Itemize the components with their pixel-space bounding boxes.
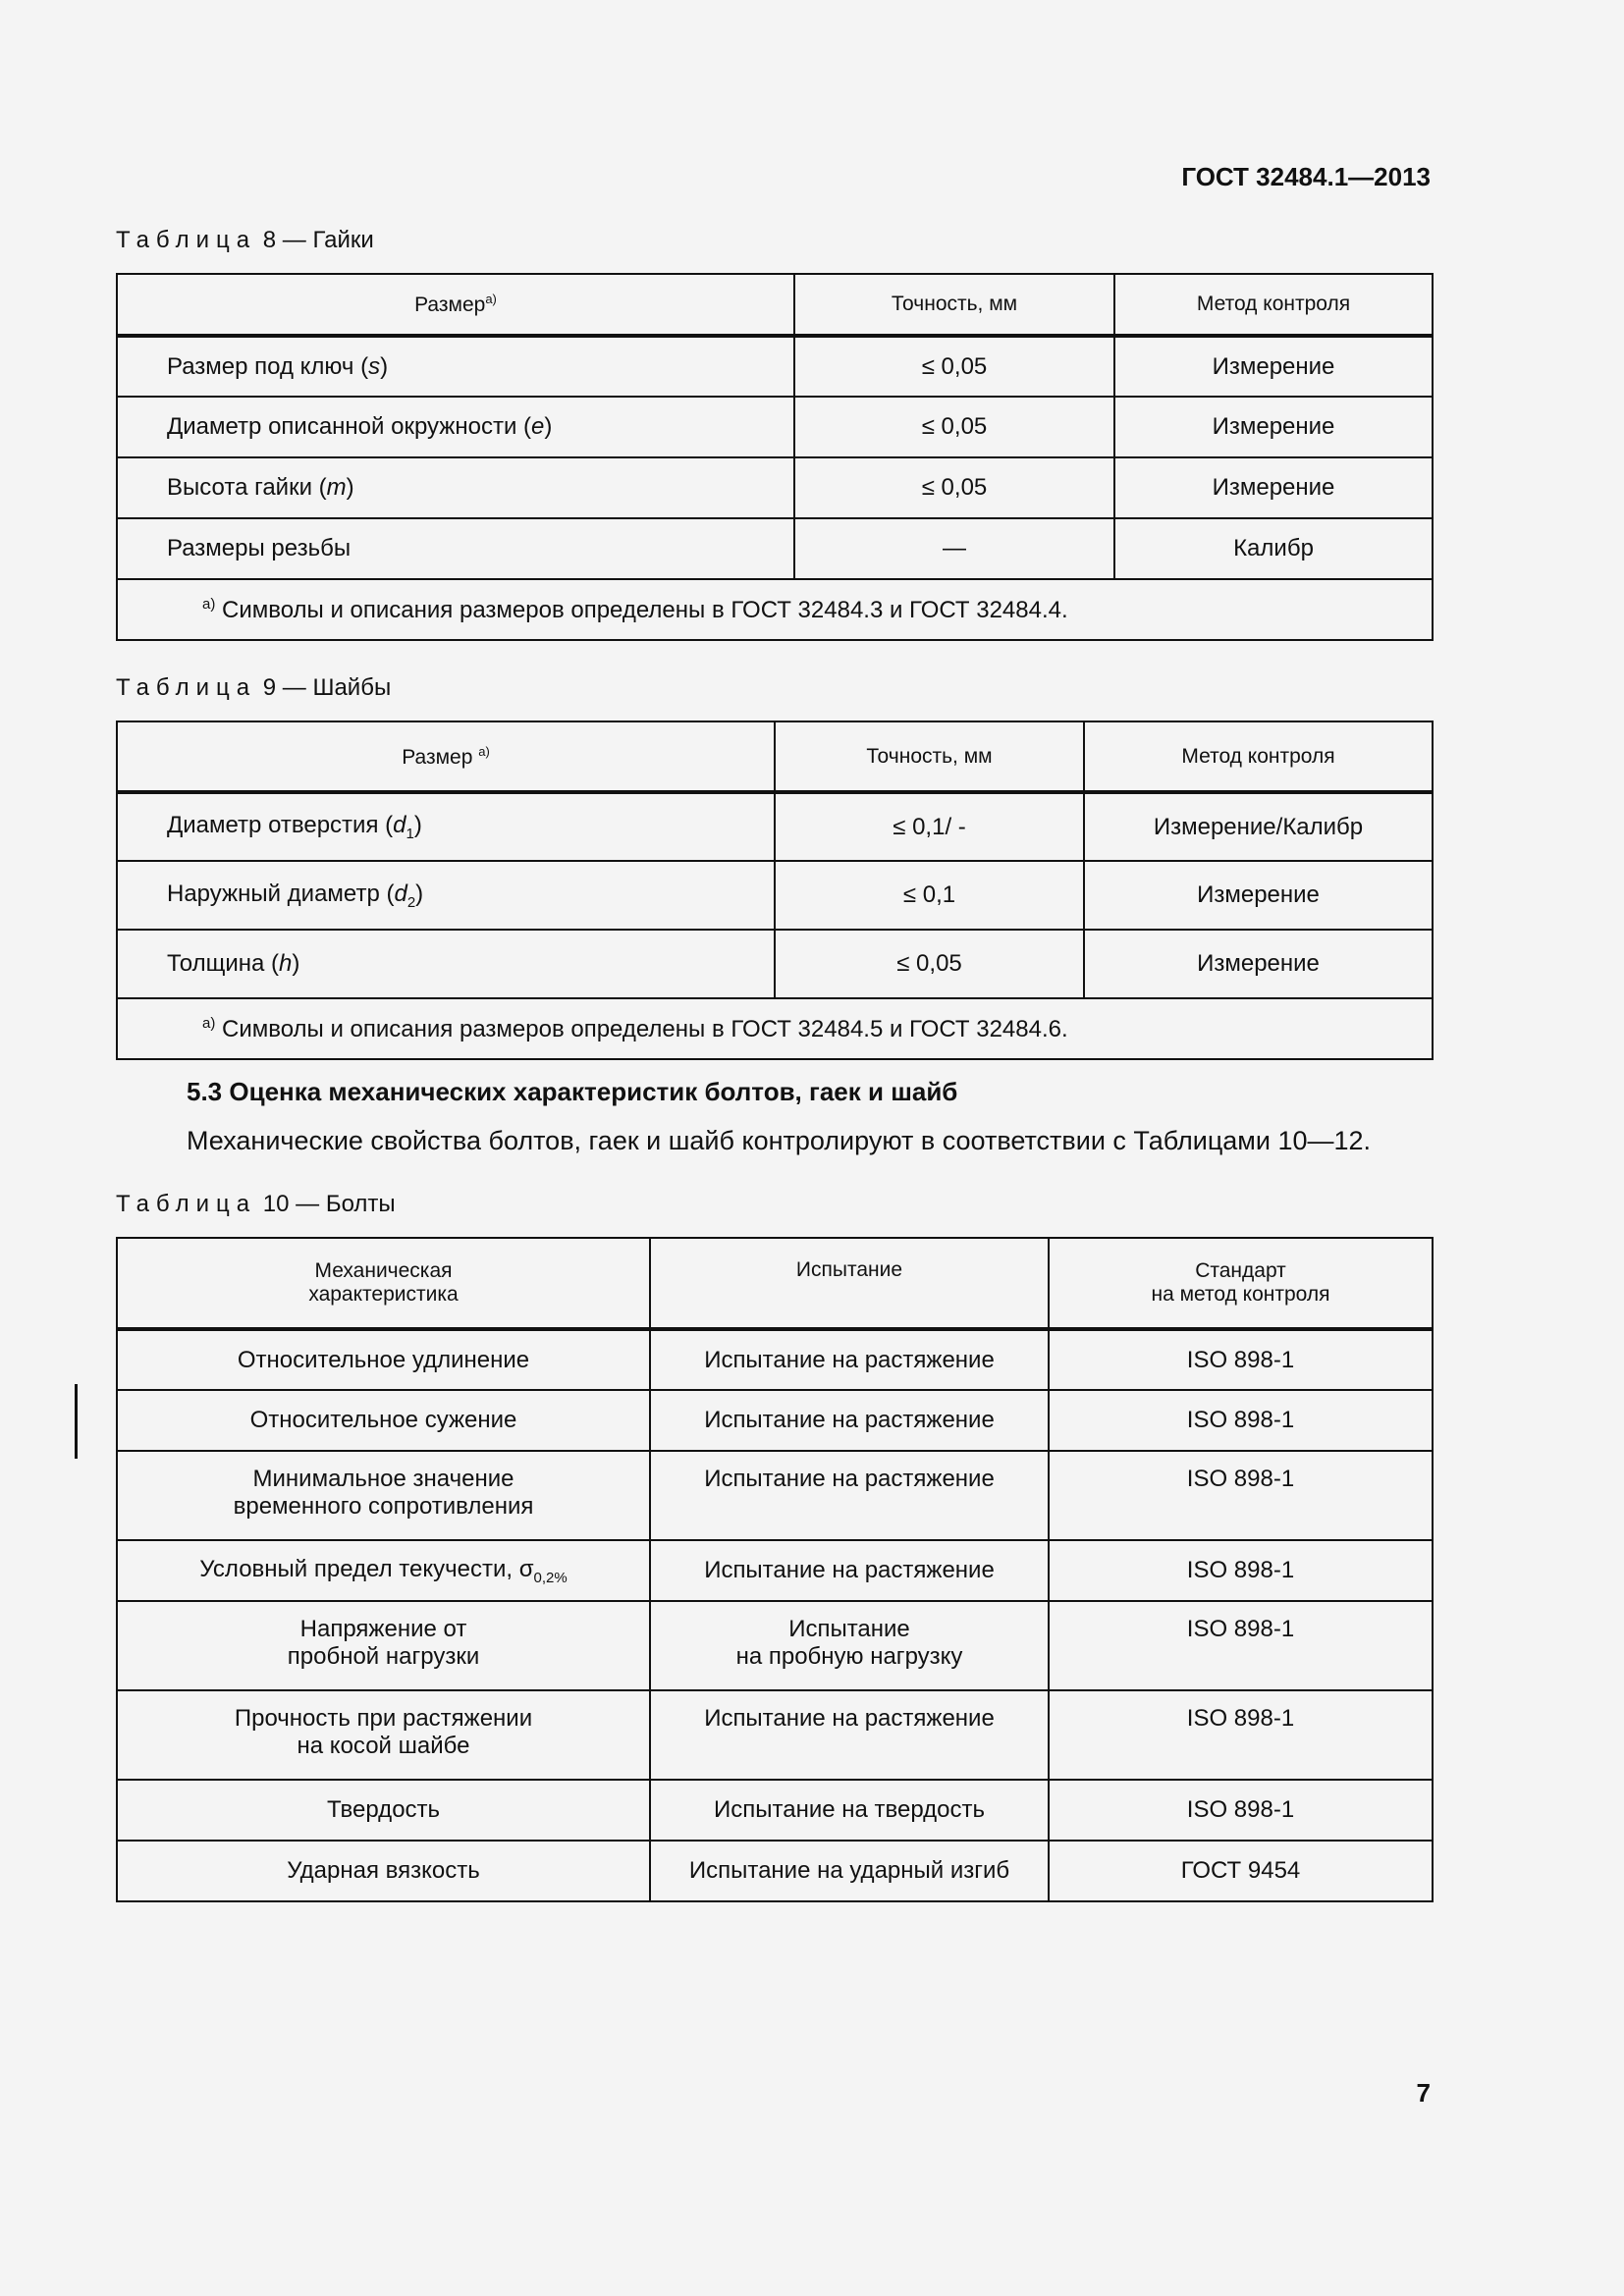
table-row: Прочность при растяжении на косой шайбе Испытание на растяжение ISO 898-1 bbox=[117, 1690, 1433, 1780]
caption-rest: 8 — Гайки bbox=[262, 227, 374, 253]
table-header: Размер$^{а)}$ bbox=[117, 274, 794, 336]
table-row: Высота гайки (m) ≤ 0,05 Измерение bbox=[117, 457, 1433, 518]
table-header: Точность, мм bbox=[794, 274, 1114, 336]
table-header: Метод контроля bbox=[1084, 721, 1433, 792]
section-text: Механические свойства болтов, гаек и шайб контролируют в соответствии с Таблицами 10—12. bbox=[187, 1126, 1372, 1155]
table-header: Размер $^{а)}$ bbox=[117, 721, 775, 792]
table-header: Стандарт на метод контроля bbox=[1049, 1238, 1433, 1329]
table-row: Наружный диаметр $(d_2)$ ≤ 0,1 Измерение bbox=[117, 861, 1433, 930]
change-bar bbox=[75, 1384, 78, 1459]
table8-caption bbox=[116, 227, 374, 254]
table-row: Толщина (h) ≤ 0,05 Измерение bbox=[117, 930, 1433, 998]
table-row: Относительное удлинение Испытание на растяжение ISO 898-1 bbox=[117, 1329, 1433, 1390]
caption-word: Таблица bbox=[116, 1191, 257, 1217]
table-row: Диаметр описанной окружности (e) ≤ 0,05 Измерение bbox=[117, 397, 1433, 457]
table-row: Твердость Испытание на твердость ISO 898-1 bbox=[117, 1780, 1433, 1841]
caption-rest: 9 — Шайбы bbox=[262, 674, 392, 701]
table9-caption bbox=[116, 674, 391, 702]
table-row: Диаметр отверстия $(d_1)$ ≤ 0,1/ - Измерение/Калибр bbox=[117, 792, 1433, 861]
page-number: 7 bbox=[1416, 2078, 1431, 2108]
table-row: Напряжение от пробной нагрузки Испытание на пробную нагрузку ISO 898-1 bbox=[117, 1601, 1433, 1690]
table-header: Механическая характеристика bbox=[117, 1238, 650, 1329]
caption-rest: 10 — Болты bbox=[262, 1191, 396, 1217]
table-header: Точность, мм bbox=[775, 721, 1084, 792]
table-row: Относительное сужение Испытание на растяжение ISO 898-1 bbox=[117, 1390, 1433, 1451]
table-header: Метод контроля bbox=[1114, 274, 1433, 336]
section-title: 5.3 Оценка механических характеристик болтов, гаек и шайб bbox=[187, 1077, 958, 1106]
table-footnote: $^{а)}$ Символы и описания размеров определены в ГОСТ 32484.5 и ГОСТ 32484.6. bbox=[117, 998, 1433, 1059]
table-row: Размер под ключ (s) ≤ 0,05 Измерение bbox=[117, 336, 1433, 397]
table-row: Условный предел текучести, $\sigma_{0,2\%}$ Испытание на растяжение ISO 898-1 bbox=[117, 1540, 1433, 1601]
table10 bbox=[116, 1237, 1434, 1902]
table9 bbox=[116, 721, 1434, 1060]
table10-caption bbox=[116, 1191, 396, 1218]
table-header: Испытание bbox=[650, 1238, 1049, 1329]
caption-word: Таблица bbox=[116, 674, 257, 701]
table-footnote: $^{а)}$ Символы и описания размеров определены в ГОСТ 32484.3 и ГОСТ 32484.4. bbox=[117, 579, 1433, 640]
table-row: Минимальное значение временного сопротивления Испытание на растяжение ISO 898-1 bbox=[117, 1451, 1433, 1540]
document-header: ГОСТ 32484.1—2013 bbox=[1181, 162, 1431, 191]
caption-word: Таблица bbox=[116, 227, 257, 253]
table8 bbox=[116, 273, 1434, 641]
table-row: Ударная вязкость Испытание на ударный изгиб ГОСТ 9454 bbox=[117, 1841, 1433, 1901]
table-row: Размеры резьбы — Калибр bbox=[117, 518, 1433, 579]
